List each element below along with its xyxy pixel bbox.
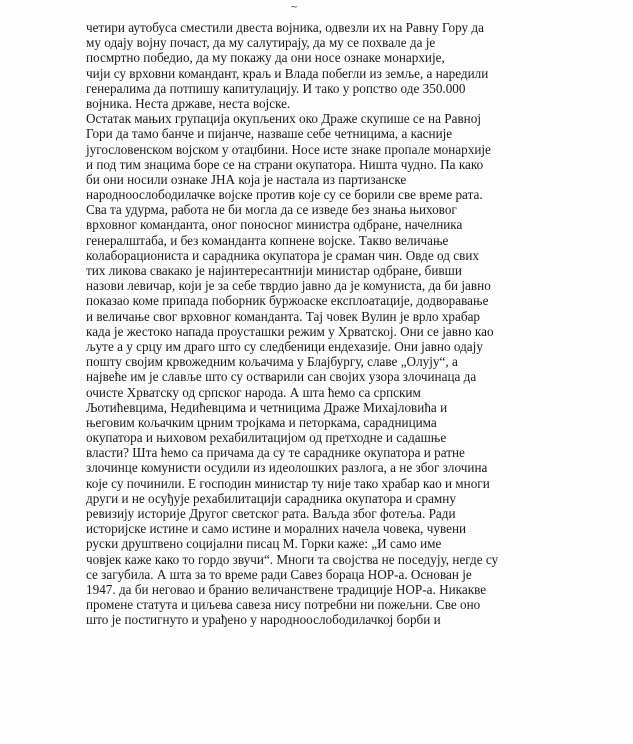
text-line: му одају војну почаст, да му салутирају, да му се похвале да је xyxy=(86,35,436,51)
text-line: тих ликова свакако је најинтересантнији министар одбране, бивши xyxy=(86,263,462,278)
text-line: злочинце комунисти осудили из идеолошких разлога, а не због злочина xyxy=(86,460,488,476)
text-line: врховног команданта, оног поносног министра одбране, начелника xyxy=(86,217,463,233)
text-line: посмртно победио, да му покажу да они носе ознаке монархије, xyxy=(86,50,445,66)
text-line: 1947. да би неговао и бранио величанствене традиције НОР-а. Никакве xyxy=(86,581,487,597)
text-line: колаборациониста и сарадника окупатора је сраман чин. Овде од свих xyxy=(86,247,479,263)
text-line: очисте Хрватску од српског народа. А шта ћемо са српским xyxy=(86,384,421,400)
text-line: генералштаба, и без команданта копнене војске. Такво величање xyxy=(86,232,449,248)
text-line: ревизију историје Другог светског рата. Ваљда због фотеља. Ради xyxy=(86,506,456,521)
text-line: Гори да тамо банче и пијанче, назваше себе четницима, а касније xyxy=(86,126,453,142)
text-line: и под тим знацима боре се на страни окупатора. Ништа чудно. Па како xyxy=(86,156,484,172)
text-line: које су починили. Е господин министар ту није тако храбар као и многи xyxy=(86,475,490,491)
text-line: би они носили ознаке ЈНА која је настала из партизанске xyxy=(86,171,407,187)
text-line: чији су врховни командант, краљ и Влада побегли из земље, а наредили xyxy=(86,65,489,81)
text-line: и величање свог врховног команданта. Тај човек Вулин је врло храбар xyxy=(86,308,481,324)
text-line: Сва та удурма, работа не би могла да се изведе без знања њиховог xyxy=(86,202,457,218)
text-line: његовим кољачким црним тројкама и петоркама, сарадницима xyxy=(86,414,437,430)
text-line: љуте а у срцу им драго што су следбеници ендехазије. Они јавно одају xyxy=(86,338,483,354)
text-line: четири аутобуса сместили двеста војника, одвезли их на Равну Гору да xyxy=(86,20,484,35)
text-line: Остатак мањих групација окупљених око Драже скупише се на Равној xyxy=(86,111,481,127)
text-line: човјек каже како то гордо звучи“. Многи та својства не поседују, негде су xyxy=(86,551,499,567)
text-line: народноослободилачке војске против које су се борили све време рата. xyxy=(86,187,483,203)
text-line: највеће им је славље што су остварили сан својих узора злочинаца да xyxy=(86,369,477,385)
text-line: војника. Неста државе, неста војске. xyxy=(86,95,291,111)
text-line: што је постигнуто и урађено у народноослободилачкој борби и xyxy=(86,612,441,628)
text-line: руски друштвено социјални писац М. Горки каже: „И само име xyxy=(86,536,442,552)
text-line: историјске истине и само истине и моралних начела човека, чувени xyxy=(86,521,467,537)
text-line: Љотићевцима, Недићевцима и четницима Драже Михајловића и xyxy=(86,399,448,415)
text-line: други и не осуђује рехабилитацији сарадника окупатора и срамну xyxy=(86,490,456,506)
text-line: власти? Шта ћемо са причама да су те сараднике окупатора и ратне xyxy=(86,445,465,461)
text-line: генералима да потпишу капитулацију. И тако у ропство оде 350.000 xyxy=(86,80,466,96)
text-line: када је жестоко напада проусташки режим у Хрватској. Они се јавно као xyxy=(86,323,494,339)
text-line: окупатора и њиховом рехабилитацијом од претходне и садашње xyxy=(86,430,447,446)
document-body xyxy=(86,20,616,628)
scan-mark: ~ xyxy=(290,2,299,13)
text-line: југословенском војском у отаџбини. Носе исте знаке пропале монархије xyxy=(86,141,491,157)
text-line: показао коме припада поборник буржоаске експлоатације, додворавање xyxy=(86,293,489,309)
text-line: назови левичар, који је за себе тврдио јавно да је комуниста, да би јавно xyxy=(86,278,491,294)
text-line: се загубила. А шта за то време ради Савез бораца НОР-а. Основан је xyxy=(86,566,472,582)
text-line: промене статута и циљева савеза нису потребни ни пожељни. Све оно xyxy=(86,597,481,613)
text-line: пошту својим крвожедним кољачима у Блајбургу, славе „Олују“, а xyxy=(86,354,458,370)
